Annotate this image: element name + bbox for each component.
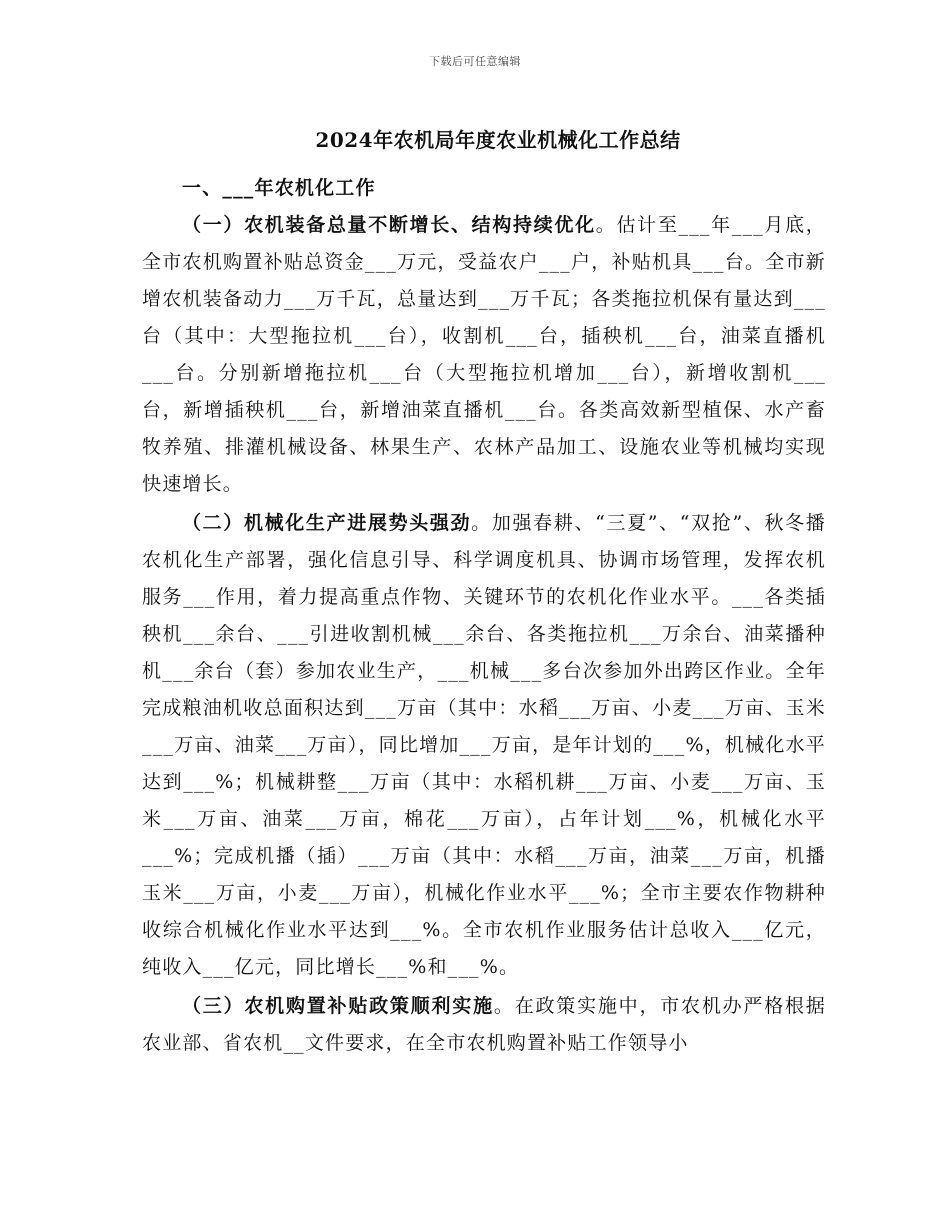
document-body [142, 170, 826, 1062]
paragraph-production [142, 505, 826, 986]
paragraph-equipment [142, 207, 826, 503]
paragraph-text: 。在政策实施中，市农机办严格根据农业部、省农机__文件要求，在全市农机购置补贴工作领导小 [142, 995, 826, 1054]
paragraph-lead: （一）农机装备总量不断增长、结构持续优化 [182, 214, 596, 236]
section-heading: 一、___年农机化工作 [182, 177, 376, 199]
paragraph-lead: （三）农机购置补贴政策顺利实施 [182, 995, 494, 1017]
document-title: 2024年农机局年度农业机械化工作总结 [315, 128, 681, 152]
paragraph-subsidy [142, 988, 826, 1062]
header-note: 下载后可任意编辑 [429, 55, 521, 68]
paragraph-text: 。加强春耕、“三夏”、“双抢”、秋冬播农机化生产部署，强化信息引导、科学调度机具、协调市场管理，发挥农机服务___作用，着力提高重点作物、关键环节的农机化作业水平。___各类插秧机___余台、___引进收割机械___余台、各类拖拉机___万余台、油菜播种机___余台（套）参加农业生产，___机械___多台次参加外出跨区作业。全年完成粮油机收总面积达到___万亩（其中：水稻___万亩、小麦___万亩、玉米___万亩、油菜___万亩），同比增加___万亩，是年计划的___%，机械化水平达到___%；机械耕整___万亩（其中：水稻机耕___万亩、小麦___万亩、玉米___万亩、油菜___万亩，棉花___万亩），占年计划___%，机械化水平___%；完成机播（插）___万亩（其中：水稻___万亩，油菜___万亩，机播玉米___万亩，小麦___万亩），机械化作业水平___%；全市主要农作物耕种收综合机械化作业水平达到___%。全市农机作业服务估计总收入___亿元，纯收入___亿元，同比增长___%和___%。 [142, 512, 827, 978]
paragraph-lead: （二）机械化生产进展势头强劲 [182, 512, 472, 534]
paragraph-text: 。估计至___年___月底，全市农机购置补贴总资金___万元，受益农户___户，补贴机具___台。全市新增农机装备动力___万千瓦，总量达到___万千瓦；各类拖拉机保有量达到___台（其中：大型拖拉机___台），收割机___台，插秧机___台，油菜直播机___台。分别新增拖拉机___台（大型拖拉机增加___台），新增收割机___台，新增插秧机___台，新增油菜直播机___台。各类高效新型植保、水产畜牧养殖、排灌机械设备、林果生产、农林产品加工、设施农业等机械均实现快速增长。 [142, 214, 826, 495]
